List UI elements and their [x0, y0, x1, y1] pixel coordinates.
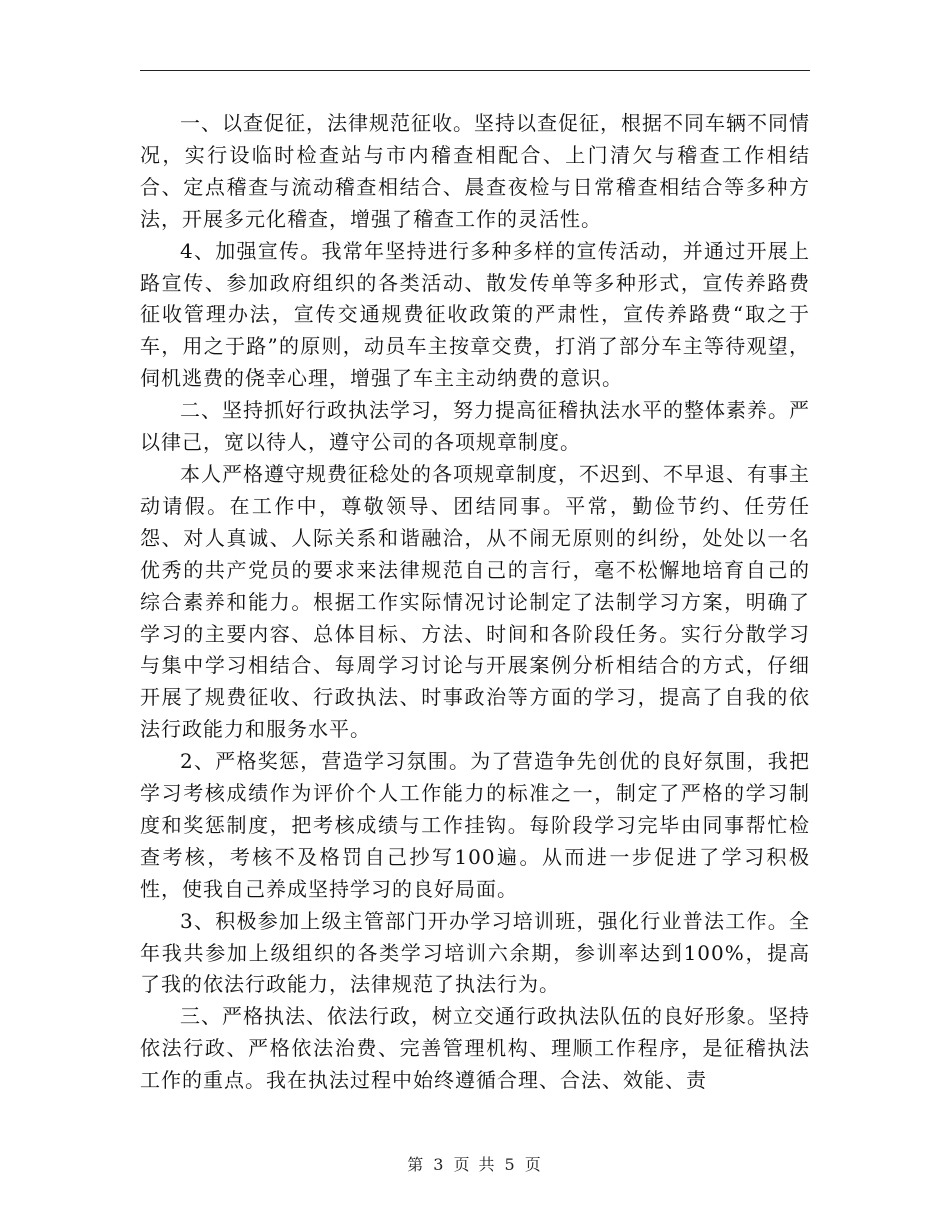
- page-number-total: 5: [504, 1155, 517, 1174]
- paragraph: 三、严格执法、依法行政，树立交通行政执法队伍的良好形象。坚持依法行政、严格依法治费、完善管理机构、理顺工作程序，是征稽执法工作的重点。我在执法过程中始终遵循合理、合法、效能、责: [140, 1004, 810, 1093]
- paragraph: 一、以查促征，法律规范征收。坚持以查促征，根据不同车辆不同情况，实行设临时检查站与市内稽查相配合、上门清欠与稽查工作相结合、定点稽查与流动稽查相结合、晨查夜检与日常稽查相结合等多种方法，开展多元化稽查，增强了稽查工作的灵活性。: [140, 111, 810, 231]
- paragraph: 4、加强宣传。我常年坚持进行多种多样的宣传活动，并通过开展上路宣传、参加政府组织的各类活动、散发传单等多种形式，宣传养路费征收管理办法，宣传交通规费征收政策的严肃性，宣传养路费“取之于车，用之于路”的原则，动员车主按章交费，打消了部分车主等待观望，伺机逃费的侥幸心理，增强了车主主动纳费的意识。: [140, 238, 810, 391]
- paragraph: 二、坚持抓好行政执法学习，努力提高征稽执法水平的整体素养。严以律己，宽以待人，遵守公司的各项规章制度。: [140, 398, 810, 455]
- paragraph: 本人严格遵守规费征稔处的各项规章制度，不迟到、不早退、有事主动请假。在工作中，尊敬领导、团结同事。平常，勤俭节约、任劳任怨、对人真诚、人际关系和谐融洽，从不闹无原则的纠纷，处处以一名优秀的共产党员的要求来法律规范自己的言行，毫不松懈地培育自己的综合素养和能力。根据工作实际情况讨论制定了法制学习方案，明确了学习的主要内容、总体目标、方法、时间和各阶段任务。实行分散学习与集中学习相结合、每周学习讨论与开展案例分析相结合的方式，仔细开展了规费征收、行政执法、时事政治等方面的学习，提高了自我的依法行政能力和服务水平。: [140, 461, 810, 742]
- header-rule: [140, 70, 810, 71]
- footer-middle: 页 共: [453, 1155, 497, 1174]
- document-body: [140, 108, 810, 1097]
- paragraph: 2、严格奖惩，营造学习氛围。为了营造争先创优的良好氛围，我把学习考核成绩作为评价个人工作能力的标准之一，制定了严格的学习制度和奖惩制度，把考核成绩与工作挂钩。每阶段学习完毕由同事帮忙检查考核，考核不及格罚自己抄写100遍。从而进一步促进了学习积极性，使我自己养成坚持学习的良好局面。: [140, 749, 810, 901]
- page-number-current: 3: [433, 1155, 446, 1174]
- paragraph: 3、积极参加上级主管部门开办学习培训班，强化行业普法工作。全年我共参加上级组织的各类学习培训六余期，参训率达到100%，提高了我的依法行政能力，法律规范了执法行为。: [140, 908, 810, 997]
- footer-prefix: 第: [407, 1155, 426, 1174]
- page-footer: [0, 1152, 950, 1175]
- footer-suffix: 页: [524, 1155, 543, 1174]
